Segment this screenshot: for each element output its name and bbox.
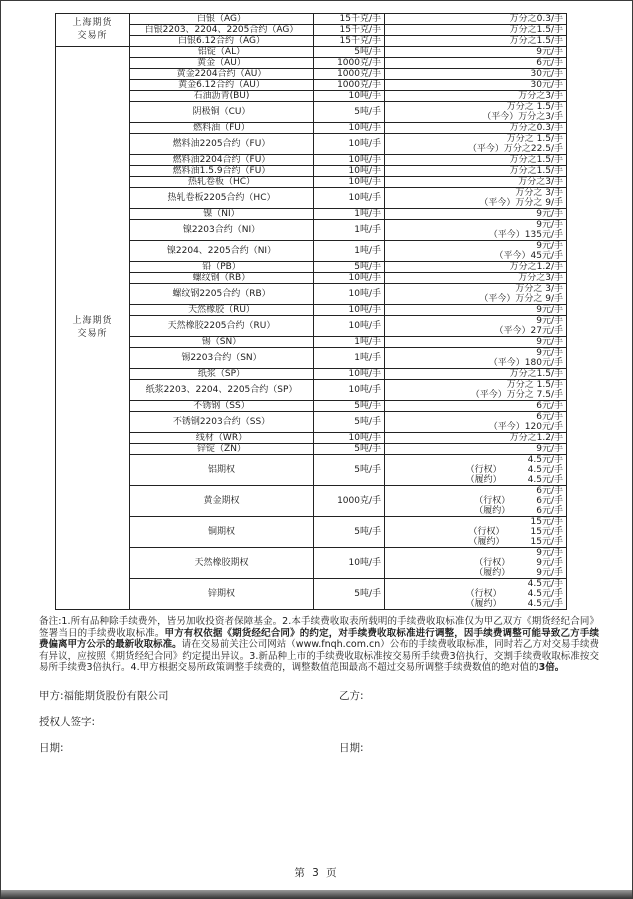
- authorized-signer-label: 授权人签字:: [39, 715, 96, 728]
- fee-cell: 6元/手 （行权） 6元/手 （履约） 6元/手: [385, 486, 567, 517]
- product-cell: 锡2203合约（SN）: [130, 348, 314, 369]
- table-row: [56, 444, 567, 455]
- product-cell: 黄金2204合约（AU）: [130, 69, 314, 80]
- product-cell: 燃料油1.5.9合约（FU）: [130, 166, 314, 177]
- notes-bold-1: 甲方有权依据《期货经纪合同》的约定，对手续费收取标准进行调整，因手续费调整可能导致乙方手续费偏离甲方公示的最新收取标准。: [39, 627, 599, 651]
- table-row: [56, 337, 567, 348]
- product-cell: 锡（SN）: [130, 337, 314, 348]
- product-cell: 线材（WR）: [130, 433, 314, 444]
- table-row: [56, 273, 567, 284]
- fee-cell: 万分之1.5/手: [385, 369, 567, 380]
- product-cell: 石油沥青(BU): [130, 91, 314, 102]
- fee-cell: 6元/手 （平今）120元/手: [385, 412, 567, 433]
- size-cell: 10吨/手: [314, 134, 385, 155]
- table-row: [56, 36, 567, 47]
- size-cell: 10吨/手: [314, 369, 385, 380]
- size-cell: 1000克/手: [314, 69, 385, 80]
- fee-cell: 6元/手: [385, 58, 567, 69]
- size-cell: 1吨/手: [314, 241, 385, 262]
- size-cell: 5吨/手: [314, 412, 385, 433]
- size-cell: 1000克/手: [314, 58, 385, 69]
- product-cell: 黄金（AU）: [130, 58, 314, 69]
- fee-cell: 4.5元/手 （行权） 4.5元/手 （履约） 4.5元/手: [385, 579, 567, 610]
- product-cell: 热轧卷板2205合约（HC）: [130, 188, 314, 209]
- table-row: [56, 433, 567, 444]
- product-cell: 锌期权: [130, 579, 314, 610]
- product-cell: 热轧卷板（HC）: [130, 177, 314, 188]
- size-cell: 5吨/手: [314, 517, 385, 548]
- fee-table: [55, 13, 567, 610]
- notes-paragraph: [39, 616, 599, 674]
- table-row: [56, 401, 567, 412]
- table-row: [56, 241, 567, 262]
- size-cell: 10吨/手: [314, 305, 385, 316]
- table-row: [56, 166, 567, 177]
- table-row: [56, 305, 567, 316]
- product-cell: 镍2204、2205合约（NI）: [130, 241, 314, 262]
- table-row: [56, 316, 567, 337]
- product-cell: 镍2203合约（NI）: [130, 220, 314, 241]
- table-row: [56, 14, 567, 25]
- size-cell: 10吨/手: [314, 123, 385, 134]
- table-row: [56, 284, 567, 305]
- fee-cell: 万分之1.2/手: [385, 262, 567, 273]
- table-row: [56, 380, 567, 401]
- product-cell: 燃料油2205合约（FU）: [130, 134, 314, 155]
- table-row: [56, 455, 567, 486]
- product-cell: 锌锭（ZN）: [130, 444, 314, 455]
- size-cell: 15千克/手: [314, 14, 385, 25]
- table-row: [56, 47, 567, 58]
- fee-cell: 9元/手: [385, 337, 567, 348]
- size-cell: 5吨/手: [314, 579, 385, 610]
- product-cell: 黄金期权: [130, 486, 314, 517]
- size-cell: 5吨/手: [314, 401, 385, 412]
- party-a-date-label: 日期:: [39, 741, 64, 754]
- size-cell: 10吨/手: [314, 166, 385, 177]
- product-cell: 燃料油（FU）: [130, 123, 314, 134]
- product-cell: 白银2203、2204、2205合约（AG）: [130, 25, 314, 36]
- product-cell: 黄金6.12合约（AU）: [130, 80, 314, 91]
- size-cell: 15千克/手: [314, 36, 385, 47]
- size-cell: 10吨/手: [314, 273, 385, 284]
- size-cell: 1吨/手: [314, 209, 385, 220]
- table-row: [56, 579, 567, 610]
- fee-cell: 万分之3/手: [385, 177, 567, 188]
- product-cell: 天然橡胶期权: [130, 548, 314, 579]
- fee-cell: 9元/手 （平今）27元/手: [385, 316, 567, 337]
- size-cell: 1000克/手: [314, 80, 385, 91]
- size-cell: 10吨/手: [314, 177, 385, 188]
- notes-text-1: 备注:1.所有品种除手续费外，皆另加收投资者保障基金。2.本手续费收取表所载明的手续费收取标准仅为甲乙双方《期货经纪合同》签署当日的手续费收取标准。: [39, 616, 599, 639]
- size-cell: 5吨/手: [314, 444, 385, 455]
- table-row: [56, 91, 567, 102]
- fee-cell: 万分之 1.5/手 （平今）万分之22.5/手: [385, 134, 567, 155]
- size-cell: 1吨/手: [314, 348, 385, 369]
- fee-cell: 万分之 1.5/手 （平今）万分之3/手: [385, 102, 567, 123]
- fee-cell: 15元/手 （行权） 15元/手 （履约） 15元/手: [385, 517, 567, 548]
- fee-cell: 9元/手 （平今）135元/手: [385, 220, 567, 241]
- size-cell: 10吨/手: [314, 91, 385, 102]
- size-cell: 5吨/手: [314, 262, 385, 273]
- party-b-label: 乙方:: [339, 689, 364, 702]
- product-cell: 白银（AG）: [130, 14, 314, 25]
- fee-cell: 6元/手: [385, 401, 567, 412]
- product-cell: 天然橡胶（RU）: [130, 305, 314, 316]
- table-row: [56, 548, 567, 579]
- table-row: [56, 58, 567, 69]
- table-row: [56, 209, 567, 220]
- fee-cell: 9元/手: [385, 47, 567, 58]
- size-cell: 10吨/手: [314, 380, 385, 401]
- fee-cell: 9元/手: [385, 444, 567, 455]
- notes-text-2: 请在交易前关注公司网站（www.fnqh.com.cn）公布的手续费收取标准，同时若乙方对交易手续费有异议，应按照《期货经纪合同》约定提出异议。3.新品种上市的手续费收取标准按交易所手续费3倍执行，交割手续费收取标准按交易所手续费3倍执行。4.甲方根据交易所政策调整手续费的，调整数值范围最高不超过交易所调整手续费数值的绝对值的: [39, 639, 599, 674]
- table-row: [56, 102, 567, 123]
- size-cell: 10吨/手: [314, 284, 385, 305]
- size-cell: 1000克/手: [314, 486, 385, 517]
- table-row: [56, 188, 567, 209]
- party-a-label: 甲方:福能期货股份有限公司: [39, 689, 169, 702]
- product-cell: 不锈钢2203合约（SS）: [130, 412, 314, 433]
- table-row: [56, 369, 567, 380]
- table-row: [56, 134, 567, 155]
- table-row: [56, 69, 567, 80]
- size-cell: 10吨/手: [314, 188, 385, 209]
- table-row: [56, 412, 567, 433]
- size-cell: 1吨/手: [314, 337, 385, 348]
- table-row: [56, 348, 567, 369]
- product-cell: 铝锭（AL）: [130, 47, 314, 58]
- size-cell: 1吨/手: [314, 220, 385, 241]
- fee-cell: 万分之0.3/手: [385, 14, 567, 25]
- size-cell: 10吨/手: [314, 433, 385, 444]
- fee-cell: 万分之1.5/手: [385, 155, 567, 166]
- table-row: [56, 220, 567, 241]
- table-row: [56, 517, 567, 548]
- scan-shadow: [1, 890, 632, 898]
- signature-block: [39, 688, 632, 755]
- notes-bold-2: 3倍。: [538, 662, 565, 674]
- product-cell: 铜期权: [130, 517, 314, 548]
- fee-cell: 万分之3/手: [385, 91, 567, 102]
- fee-cell: 万分之1.2/手: [385, 433, 567, 444]
- product-cell: 螺纹钢（RB）: [130, 273, 314, 284]
- size-cell: 10吨/手: [314, 155, 385, 166]
- product-cell: 纸浆（SP）: [130, 369, 314, 380]
- product-cell: 天然橡胶2205合约（RU）: [130, 316, 314, 337]
- product-cell: 螺纹钢2205合约（RB）: [130, 284, 314, 305]
- exchange-cell: 上海期货 交易所: [56, 14, 130, 47]
- fee-cell: 4.5元/手 （行权） 4.5元/手 （履约） 4.5元/手: [385, 455, 567, 486]
- fee-cell: 万分之1.5/手: [385, 25, 567, 36]
- fee-table-body: [56, 14, 567, 610]
- product-cell: 燃料油2204合约（FU）: [130, 155, 314, 166]
- table-row: [56, 155, 567, 166]
- table-row: [56, 262, 567, 273]
- product-cell: 纸浆2203、2204、2205合约（SP）: [130, 380, 314, 401]
- product-cell: 阴极铜（CU）: [130, 102, 314, 123]
- table-row: [56, 123, 567, 134]
- fee-cell: 30元/手: [385, 69, 567, 80]
- size-cell: 10吨/手: [314, 316, 385, 337]
- fee-cell: 9元/手: [385, 305, 567, 316]
- table-row: [56, 177, 567, 188]
- fee-cell: 万分之 3/手 （平今）万分之 9/手: [385, 188, 567, 209]
- table-row: [56, 486, 567, 517]
- fee-cell: 30元/手: [385, 80, 567, 91]
- table-row: [56, 25, 567, 36]
- size-cell: 5吨/手: [314, 102, 385, 123]
- fee-cell: 9元/手 （平今）45元/手: [385, 241, 567, 262]
- fee-cell: 万分之0.3/手: [385, 123, 567, 134]
- product-cell: 不锈钢（SS）: [130, 401, 314, 412]
- fee-cell: 9元/手 （平今）180元/手: [385, 348, 567, 369]
- product-cell: 白银6.12合约（AG）: [130, 36, 314, 47]
- size-cell: 10吨/手: [314, 548, 385, 579]
- page-number: 第 3 页: [294, 867, 339, 879]
- product-cell: 镍（NI）: [130, 209, 314, 220]
- fee-cell: 9元/手: [385, 209, 567, 220]
- exchange-cell: 上海期货 交易所: [56, 47, 130, 610]
- product-cell: 铝期权: [130, 455, 314, 486]
- size-cell: 15千克/手: [314, 25, 385, 36]
- fee-cell: 万分之1.5/手: [385, 36, 567, 47]
- size-cell: 5吨/手: [314, 455, 385, 486]
- fee-cell: 万分之 1.5/手 （平今）万分之 7.5/手: [385, 380, 567, 401]
- party-b-signer-space: [339, 714, 632, 729]
- fee-cell: 万分之 3/手 （平今）万分之 9/手: [385, 284, 567, 305]
- fee-cell: 9元/手 （行权） 9元/手 （履约） 9元/手: [385, 548, 567, 579]
- size-cell: 5吨/手: [314, 47, 385, 58]
- table-row: [56, 80, 567, 91]
- party-b-date-label: 日期:: [339, 741, 364, 754]
- product-cell: 铅（PB）: [130, 262, 314, 273]
- fee-cell: 万分之3/手: [385, 273, 567, 284]
- fee-cell: 万分之1.5/手: [385, 166, 567, 177]
